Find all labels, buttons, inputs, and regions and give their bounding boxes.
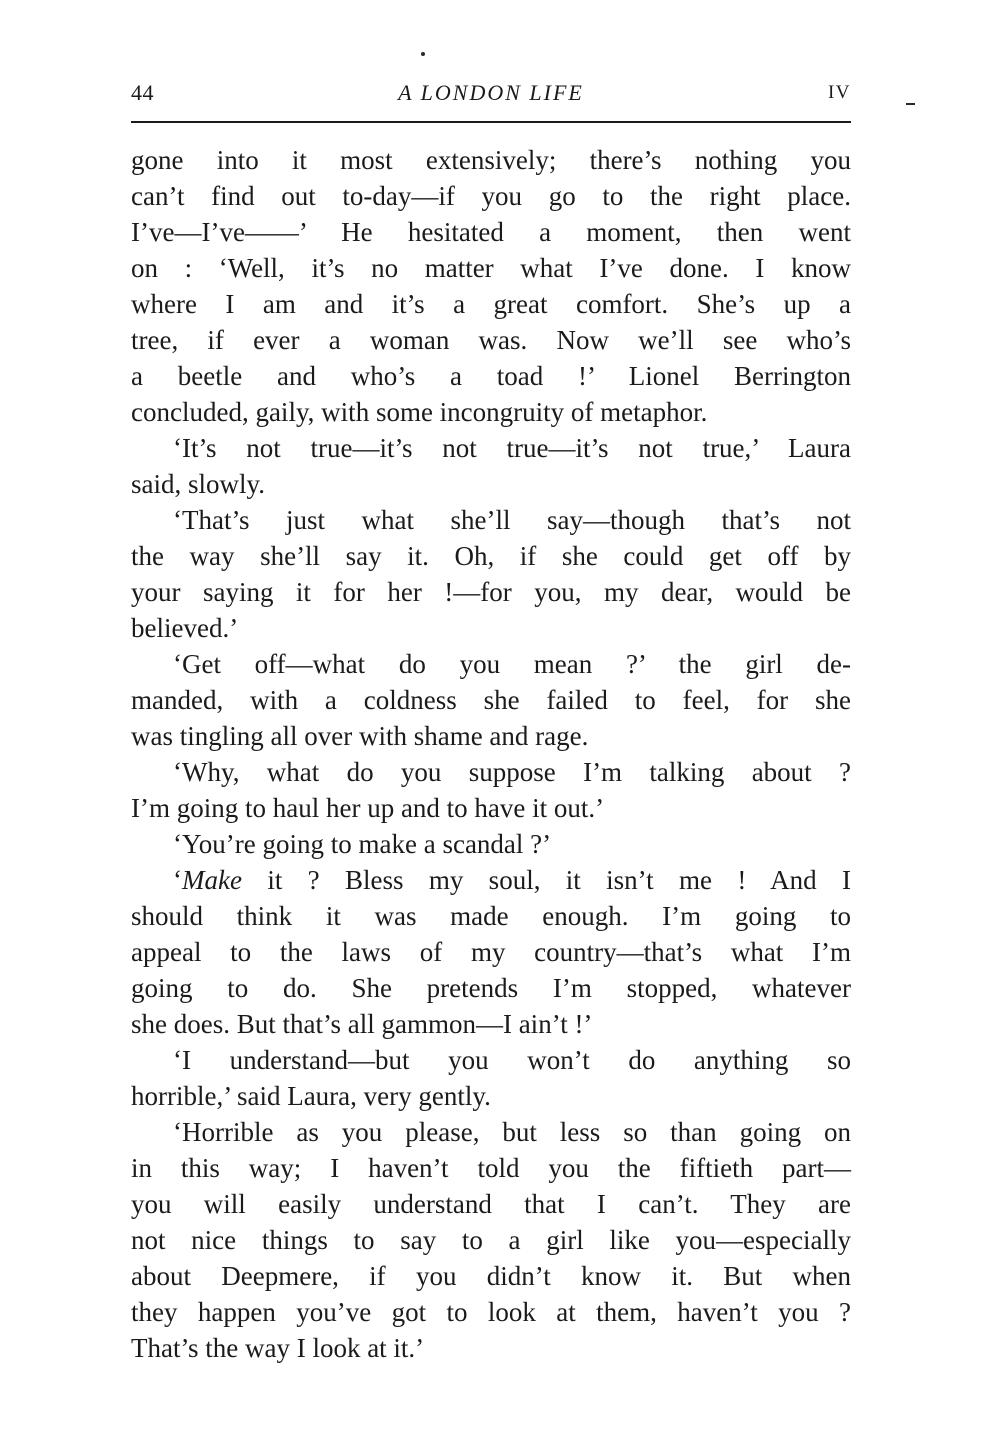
running-title: A LONDON LIFE — [398, 80, 584, 105]
text-line — [131, 862, 851, 898]
text-line: should think it was made enough. I’m going to — [131, 901, 851, 931]
text-line: believed.’ — [131, 613, 239, 643]
text-line: about Deepmere, if you didn’t know it. But when — [131, 1261, 851, 1291]
text-line: she does. But that’s all gammon—I ain’t !’ — [131, 1009, 593, 1039]
text-line: ‘You’re going to make a scandal ?’ — [173, 829, 552, 859]
text-line: appeal to the laws of my country—that’s what I’m — [131, 937, 851, 967]
text-line: going to do. She pretends I’m stopped, whatever — [131, 973, 851, 1003]
text-line: your saying it for her !—for you, my dear, would be — [131, 577, 851, 607]
text-line: ‘Why, what do you suppose I’m talking about ? — [173, 757, 851, 787]
text-line: not nice things to say to a girl like you—especially — [131, 1225, 851, 1255]
emphasis-text: Make — [182, 865, 242, 895]
body-text — [131, 142, 851, 1366]
text-line: manded, with a coldness she failed to feel, for she — [131, 685, 851, 715]
text-line: concluded, gaily, with some incongruity of metaphor. — [131, 397, 708, 427]
chapter-number: IV — [827, 82, 851, 103]
text-line: horrible,’ said Laura, very gently. — [131, 1081, 491, 1111]
text-line: the way she’ll say it. Oh, if she could get off by — [131, 541, 851, 571]
open-quote: ‘ — [173, 865, 182, 895]
print-speck — [906, 103, 915, 105]
line-remainder: it ? Bless my soul, it isn’t me ! And I — [241, 865, 851, 895]
text-line: you will easily understand that I can’t. They are — [131, 1189, 851, 1219]
text-line: ‘I understand—but you won’t do anything so — [173, 1045, 851, 1075]
page-number: 44 — [131, 80, 154, 105]
text-line: I’m going to haul her up and to have it out.’ — [131, 793, 605, 823]
text-line: in this way; I haven’t told you the fiftieth part— — [131, 1153, 851, 1183]
text-line: tree, if ever a woman was. Now we’ll see who’s — [131, 325, 851, 355]
text-line: ‘Horrible as you please, but less so than going on — [173, 1117, 851, 1147]
running-header — [131, 78, 851, 108]
text-line: where I am and it’s a great comfort. She’s up a — [131, 289, 851, 319]
text-line: gone into it most extensively; there’s nothing you — [131, 145, 851, 175]
text-line: ‘That’s just what she’ll say—though that’s not — [173, 505, 851, 535]
text-line: ‘It’s not true—it’s not true—it’s not true,’ Laura — [173, 433, 851, 463]
text-line: was tingling all over with shame and rage. — [131, 721, 589, 751]
text-line: ‘Get off—what do you mean ?’ the girl de- — [173, 649, 851, 679]
text-line: can’t find out to-day—if you go to the right place. — [131, 181, 851, 211]
text-line: said, slowly. — [131, 469, 265, 499]
text-line: a beetle and who’s a toad !’ Lionel Berrington — [131, 361, 851, 391]
print-speck — [421, 52, 425, 56]
text-line: on : ‘Well, it’s no matter what I’ve done. I know — [131, 253, 851, 283]
text-line: I’ve—I’ve——’ He hesitated a moment, then went — [131, 217, 851, 247]
text-line: they happen you’ve got to look at them, haven’t you ? — [131, 1297, 851, 1327]
header-rule — [131, 121, 851, 123]
text-line: That’s the way I look at it.’ — [131, 1333, 425, 1363]
